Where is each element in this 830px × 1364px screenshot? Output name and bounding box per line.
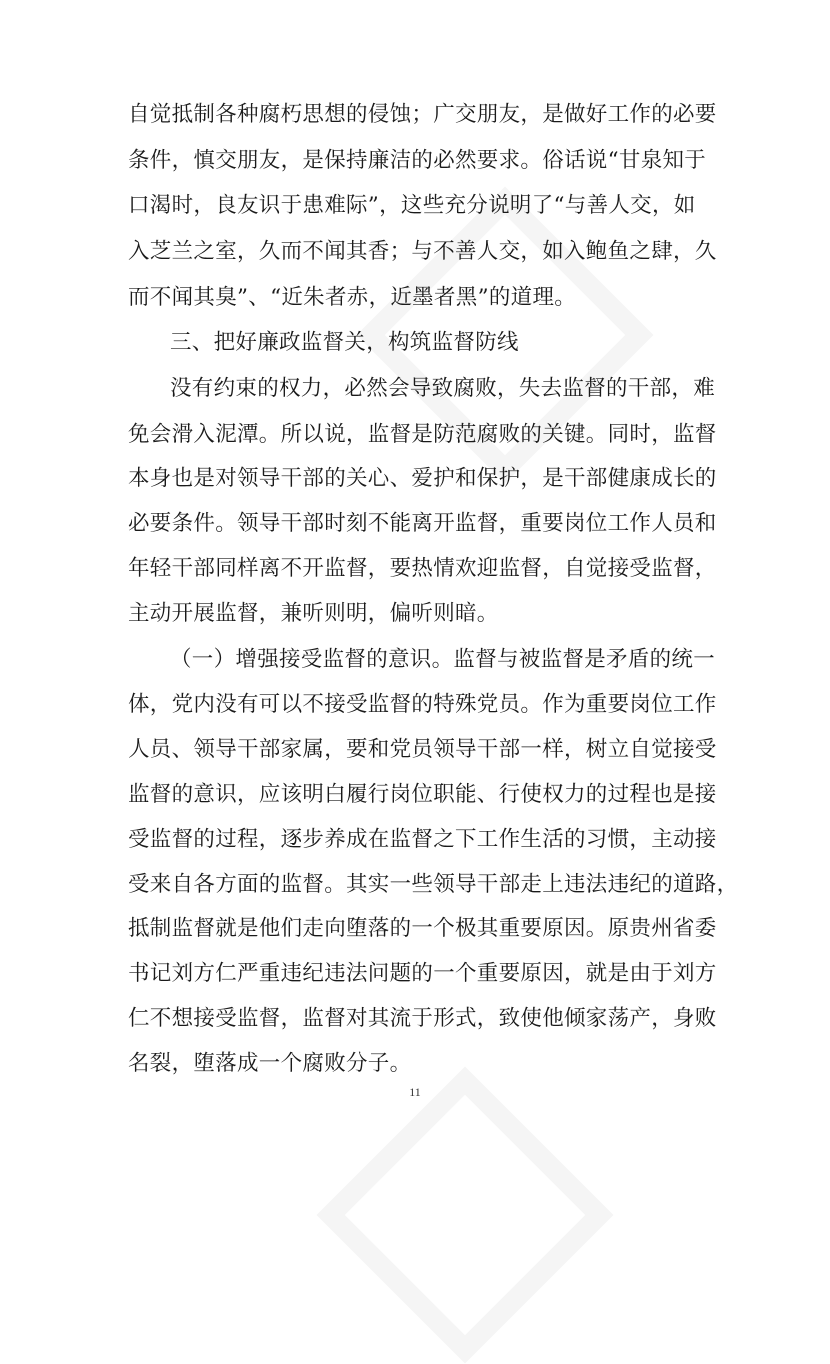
text-line: 监督的意识，应该明白履行岗位职能、行使权力的过程也是接 <box>128 782 717 807</box>
text-line: 免会滑入泥潭。所以说，监督是防范腐败的关键。同时，监督 <box>128 422 717 447</box>
text-line: 人员、领导干部家属，要和党员领导干部一样，树立自觉接受 <box>128 737 717 762</box>
text-line: 受来自各方面的监督。其实一些领导干部走上违法违纪的道路， <box>128 872 739 897</box>
text-line: 而不闻其臭”、“近朱者赤，近墨者黑”的道理。 <box>128 285 577 310</box>
text-line: 体，党内没有可以不接受监督的特殊党员。作为重要岗位工作 <box>128 692 717 717</box>
text-line: 书记刘方仁严重违纪违法问题的一个重要原因，就是由于刘方 <box>128 961 717 986</box>
paragraph-start-line: 三、把好廉政监督关，构筑监督防线 <box>170 330 519 355</box>
text-line: 年轻干部同样离不开监督，要热情欢迎监督，自觉接受监督， <box>128 556 717 581</box>
text-line: 受监督的过程，逐步养成在监督之下工作生活的习惯，主动接 <box>128 827 717 852</box>
text-line: 抵制监督就是他们走向堕落的一个极其重要原因。原贵州省委 <box>128 916 717 941</box>
page-number: 11 <box>409 1085 421 1099</box>
text-line: 入芝兰之室，久而不闻其香；与不善人交，如入鲍鱼之肆，久 <box>128 239 717 264</box>
text-line: 仁不想接受监督，监督对其流于形式，致使他倾家荡产，身败 <box>128 1006 717 1031</box>
text-line: 名裂，堕落成一个腐败分子。 <box>128 1051 412 1076</box>
text-line: 必要条件。领导干部时刻不能离开监督，重要岗位工作人员和 <box>128 511 717 536</box>
text-line: 主动开展监督，兼听则明，偏听则暗。 <box>128 601 499 626</box>
text-line: 自觉抵制各种腐朽思想的侵蚀；广交朋友，是做好工作的必要 <box>128 102 717 127</box>
paragraph-start-line: 没有约束的权力，必然会导致腐败，失去监督的干部，难 <box>170 376 716 401</box>
paragraph-start-line: （一）增强接受监督的意识。监督与被监督是矛盾的统一 <box>170 647 716 672</box>
text-line: 本身也是对领导干部的关心、爱护和保护，是干部健康成长的 <box>128 466 717 491</box>
text-line: 条件，慎交朋友，是保持廉洁的必然要求。俗话说“甘泉知于 <box>128 148 707 173</box>
watermark-stamp <box>317 1067 614 1364</box>
text-line: 口渴时，良友识于患难际”，这些充分说明了“与善人交，如 <box>128 193 696 218</box>
